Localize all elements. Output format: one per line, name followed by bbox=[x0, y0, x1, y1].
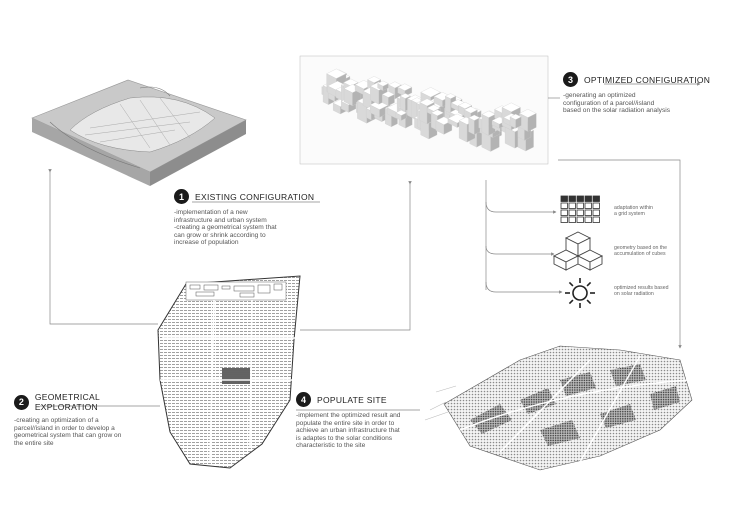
step-description: -implement the optimized result and populate the entire site in order to achieve an urban infrastructure that is adaptes to the solar conditions characteristic to the site bbox=[296, 412, 401, 450]
step-existing-configuration bbox=[174, 189, 324, 247]
grid-icon bbox=[561, 196, 600, 223]
terrain-model-image bbox=[32, 80, 246, 186]
step-number-badge: 1 bbox=[174, 189, 189, 204]
cubes-cluster-image bbox=[300, 56, 548, 164]
step-populate-site bbox=[296, 392, 446, 450]
step-number-badge: 4 bbox=[296, 392, 311, 407]
step-title: OPTIMIZED CONFIGURATION bbox=[584, 74, 711, 85]
site-plan-image bbox=[158, 276, 300, 468]
step-optimized-configuration bbox=[563, 72, 723, 115]
legend-label-grid: adaptation within a grid system bbox=[614, 205, 653, 218]
step-geometrical-exploration bbox=[14, 392, 164, 447]
sun-icon bbox=[565, 278, 595, 308]
step-title: POPULATE SITE bbox=[317, 394, 387, 405]
step-title: EXISTING CONFIGURATION bbox=[195, 191, 315, 202]
legend-label-sun: optimized results based on solar radiation bbox=[614, 285, 669, 298]
step-description: -creating an optimization of a parcel//island in order to develop a geometrical system that can grow on the entire site bbox=[14, 417, 122, 447]
step-description: -implementation of a new infrastructure and urban system -creating a geometrical system that can grow or shrink according to increase of population bbox=[174, 209, 277, 247]
step-number-badge: 3 bbox=[563, 72, 578, 87]
step-number-badge: 2 bbox=[14, 395, 29, 410]
step-title: GEOMETRICAL EXPLORATION bbox=[34, 392, 100, 412]
populated-site-image bbox=[425, 346, 692, 470]
cubes-icon bbox=[554, 232, 602, 270]
legend-label-cubes: geometry based on the accumulation of cubes bbox=[614, 245, 668, 258]
step-description: -generating an optimized configuration of a parcel//island based on the solar radiation analysis bbox=[563, 92, 671, 115]
